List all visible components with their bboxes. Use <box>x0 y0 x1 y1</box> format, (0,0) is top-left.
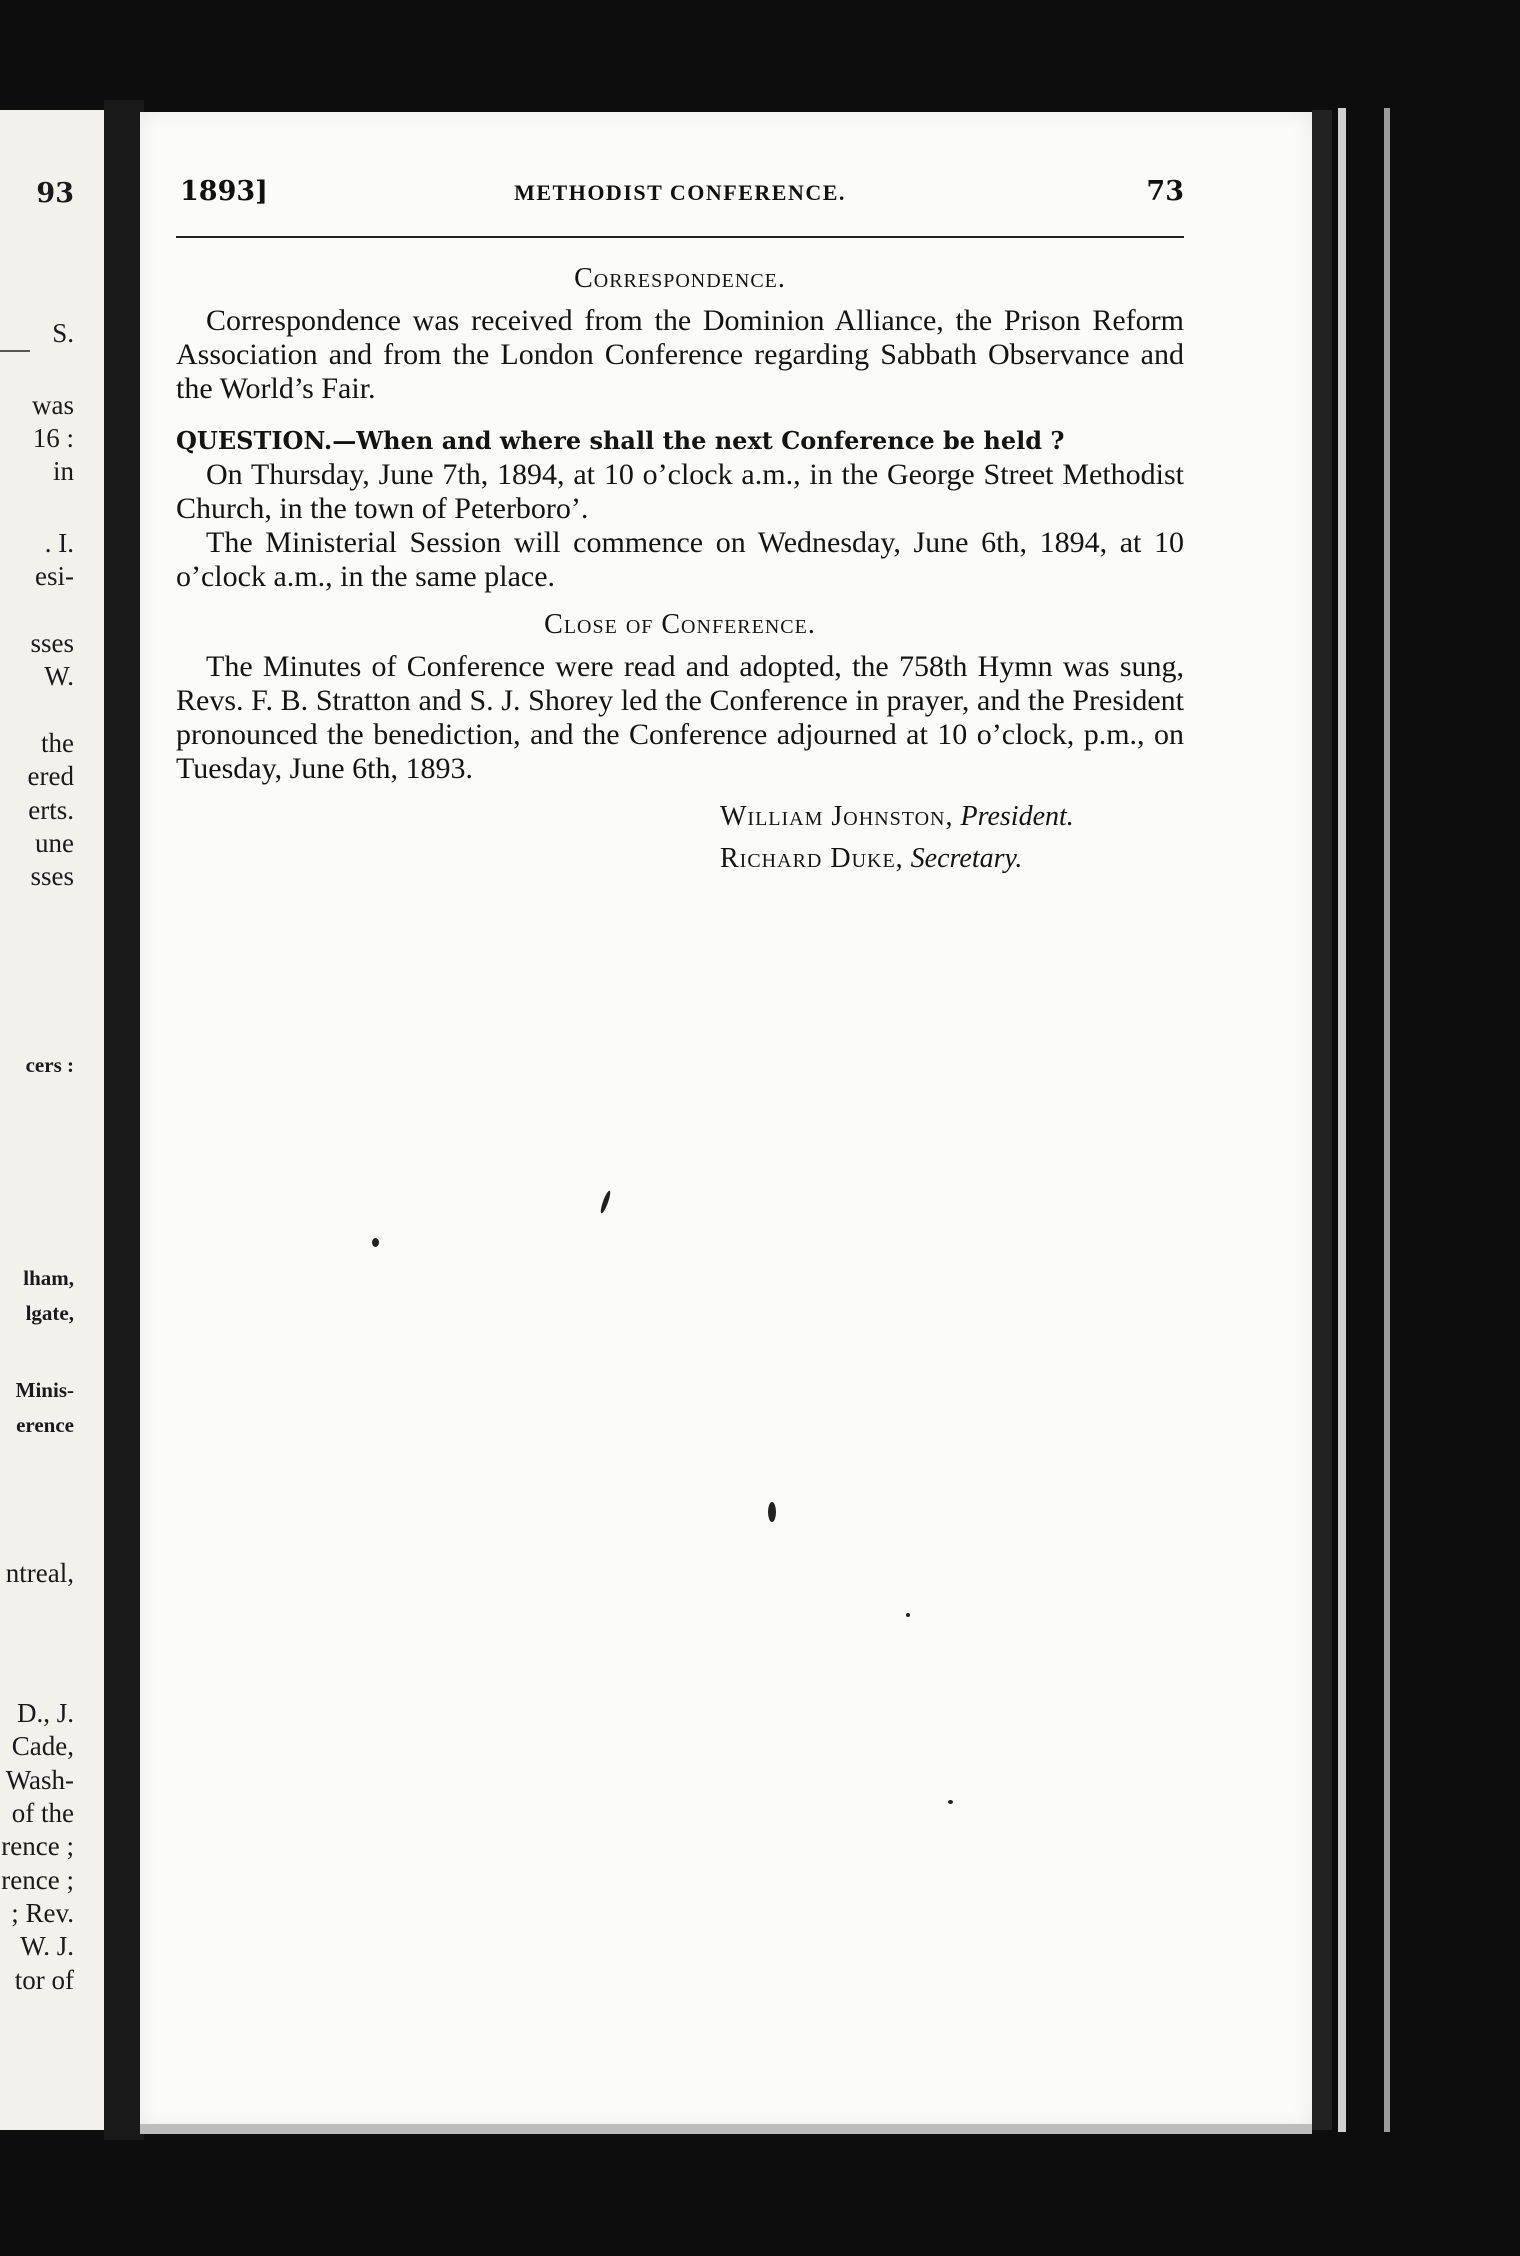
signature-secretary <box>720 838 1184 880</box>
previous-page-line: cers : <box>25 1053 74 1077</box>
header-year: 1893] <box>180 176 268 207</box>
page-bottom-edge <box>140 2124 1312 2134</box>
running-header <box>176 176 1184 216</box>
paragraph-ministerial-session: The Ministerial Session will commence on Wednesday, June 6th, 1894, at 10 o’clock a.m., in the same place. <box>176 526 1184 593</box>
previous-page-line: lham, <box>23 1266 74 1290</box>
previous-page-line: erence <box>16 1413 74 1437</box>
previous-page-line: rence ; <box>1 1865 74 1895</box>
paragraph-correspondence: Correspondence was received from the Dominion Alliance, the Prison Reform Association and from the London Conference regarding Sabbath Observance and the World’s Fair. <box>176 304 1184 405</box>
previous-page-line: Cade, <box>11 1731 74 1761</box>
previous-page-line: of the <box>11 1798 74 1828</box>
scan-speck <box>768 1502 776 1522</box>
previous-page-line: . I. <box>44 528 74 558</box>
previous-page-line: ntreal, <box>5 1558 74 1588</box>
question-heading: QUESTION.—When and where shall the next Conference be held ? <box>176 426 1065 455</box>
previous-page-line: the <box>41 728 74 758</box>
previous-page-line: lgate, <box>25 1301 74 1325</box>
previous-page-line: ; Rev. <box>11 1898 74 1928</box>
previous-page-line: was <box>32 390 74 420</box>
header-rule <box>176 236 1184 238</box>
previous-page-line: ered <box>27 761 74 791</box>
previous-page-line: tor of <box>14 1965 74 1995</box>
previous-page-line: W. <box>44 661 74 691</box>
signature-role: Secretary. <box>910 843 1023 874</box>
page-edge-stack <box>1384 108 1390 2132</box>
paragraph-next-conference: On Thursday, June 7th, 1894, at 10 o’clock a.m., in the George Street Methodist Church, in the town of Peterboro’. <box>176 458 1184 525</box>
scan-speck <box>906 1613 910 1617</box>
previous-page-line: rence ; <box>1 1831 74 1861</box>
previous-page-number: 93 <box>36 178 74 209</box>
previous-page-line: W. J. <box>20 1931 74 1961</box>
section-heading-correspondence: Correspondence. <box>574 263 786 294</box>
page-edge-stack <box>1338 108 1346 2132</box>
scan-speck <box>372 1238 379 1247</box>
previous-page-line: S. <box>52 318 74 348</box>
section-heading-close: Close of Conference. <box>544 609 816 640</box>
previous-page-line: Minis- <box>15 1378 74 1402</box>
signature-president <box>720 796 1184 838</box>
previous-page-line: une <box>35 828 74 858</box>
previous-page-line: sses <box>30 628 74 658</box>
previous-page-rule <box>0 350 30 352</box>
previous-page-line: Wash- <box>5 1765 74 1795</box>
previous-page-line: D., J. <box>16 1698 74 1728</box>
paragraph-close: The Minutes of Conference were read and adopted, the 758th Hymn was sung, Revs. F. B. Stratton and S. J. Shorey led the Conference in prayer, and the President pronounced the benediction, and the Conference adjourned at 10 o’clock, p.m., on Tuesday, June 6th, 1893. <box>176 650 1184 785</box>
previous-page-line: erts. <box>28 795 74 825</box>
previous-page-line: esi- <box>35 561 74 591</box>
previous-page-fragment <box>0 110 104 2130</box>
signature-name: Richard Duke, <box>720 843 904 874</box>
page-body <box>176 262 1184 880</box>
header-title: METHODIST CONFERENCE. <box>514 180 846 205</box>
previous-page-line: 16 : <box>32 423 74 453</box>
signature-block <box>720 796 1184 880</box>
signature-role: President. <box>960 801 1074 832</box>
book-gutter <box>104 100 144 2140</box>
page-number: 73 <box>1146 176 1184 207</box>
scan-speck <box>948 1800 953 1804</box>
signature-name: William Johnston, <box>720 801 954 832</box>
previous-page-line: sses <box>30 861 74 891</box>
page-edge <box>1312 110 1332 2130</box>
previous-page-line: in <box>52 456 74 486</box>
